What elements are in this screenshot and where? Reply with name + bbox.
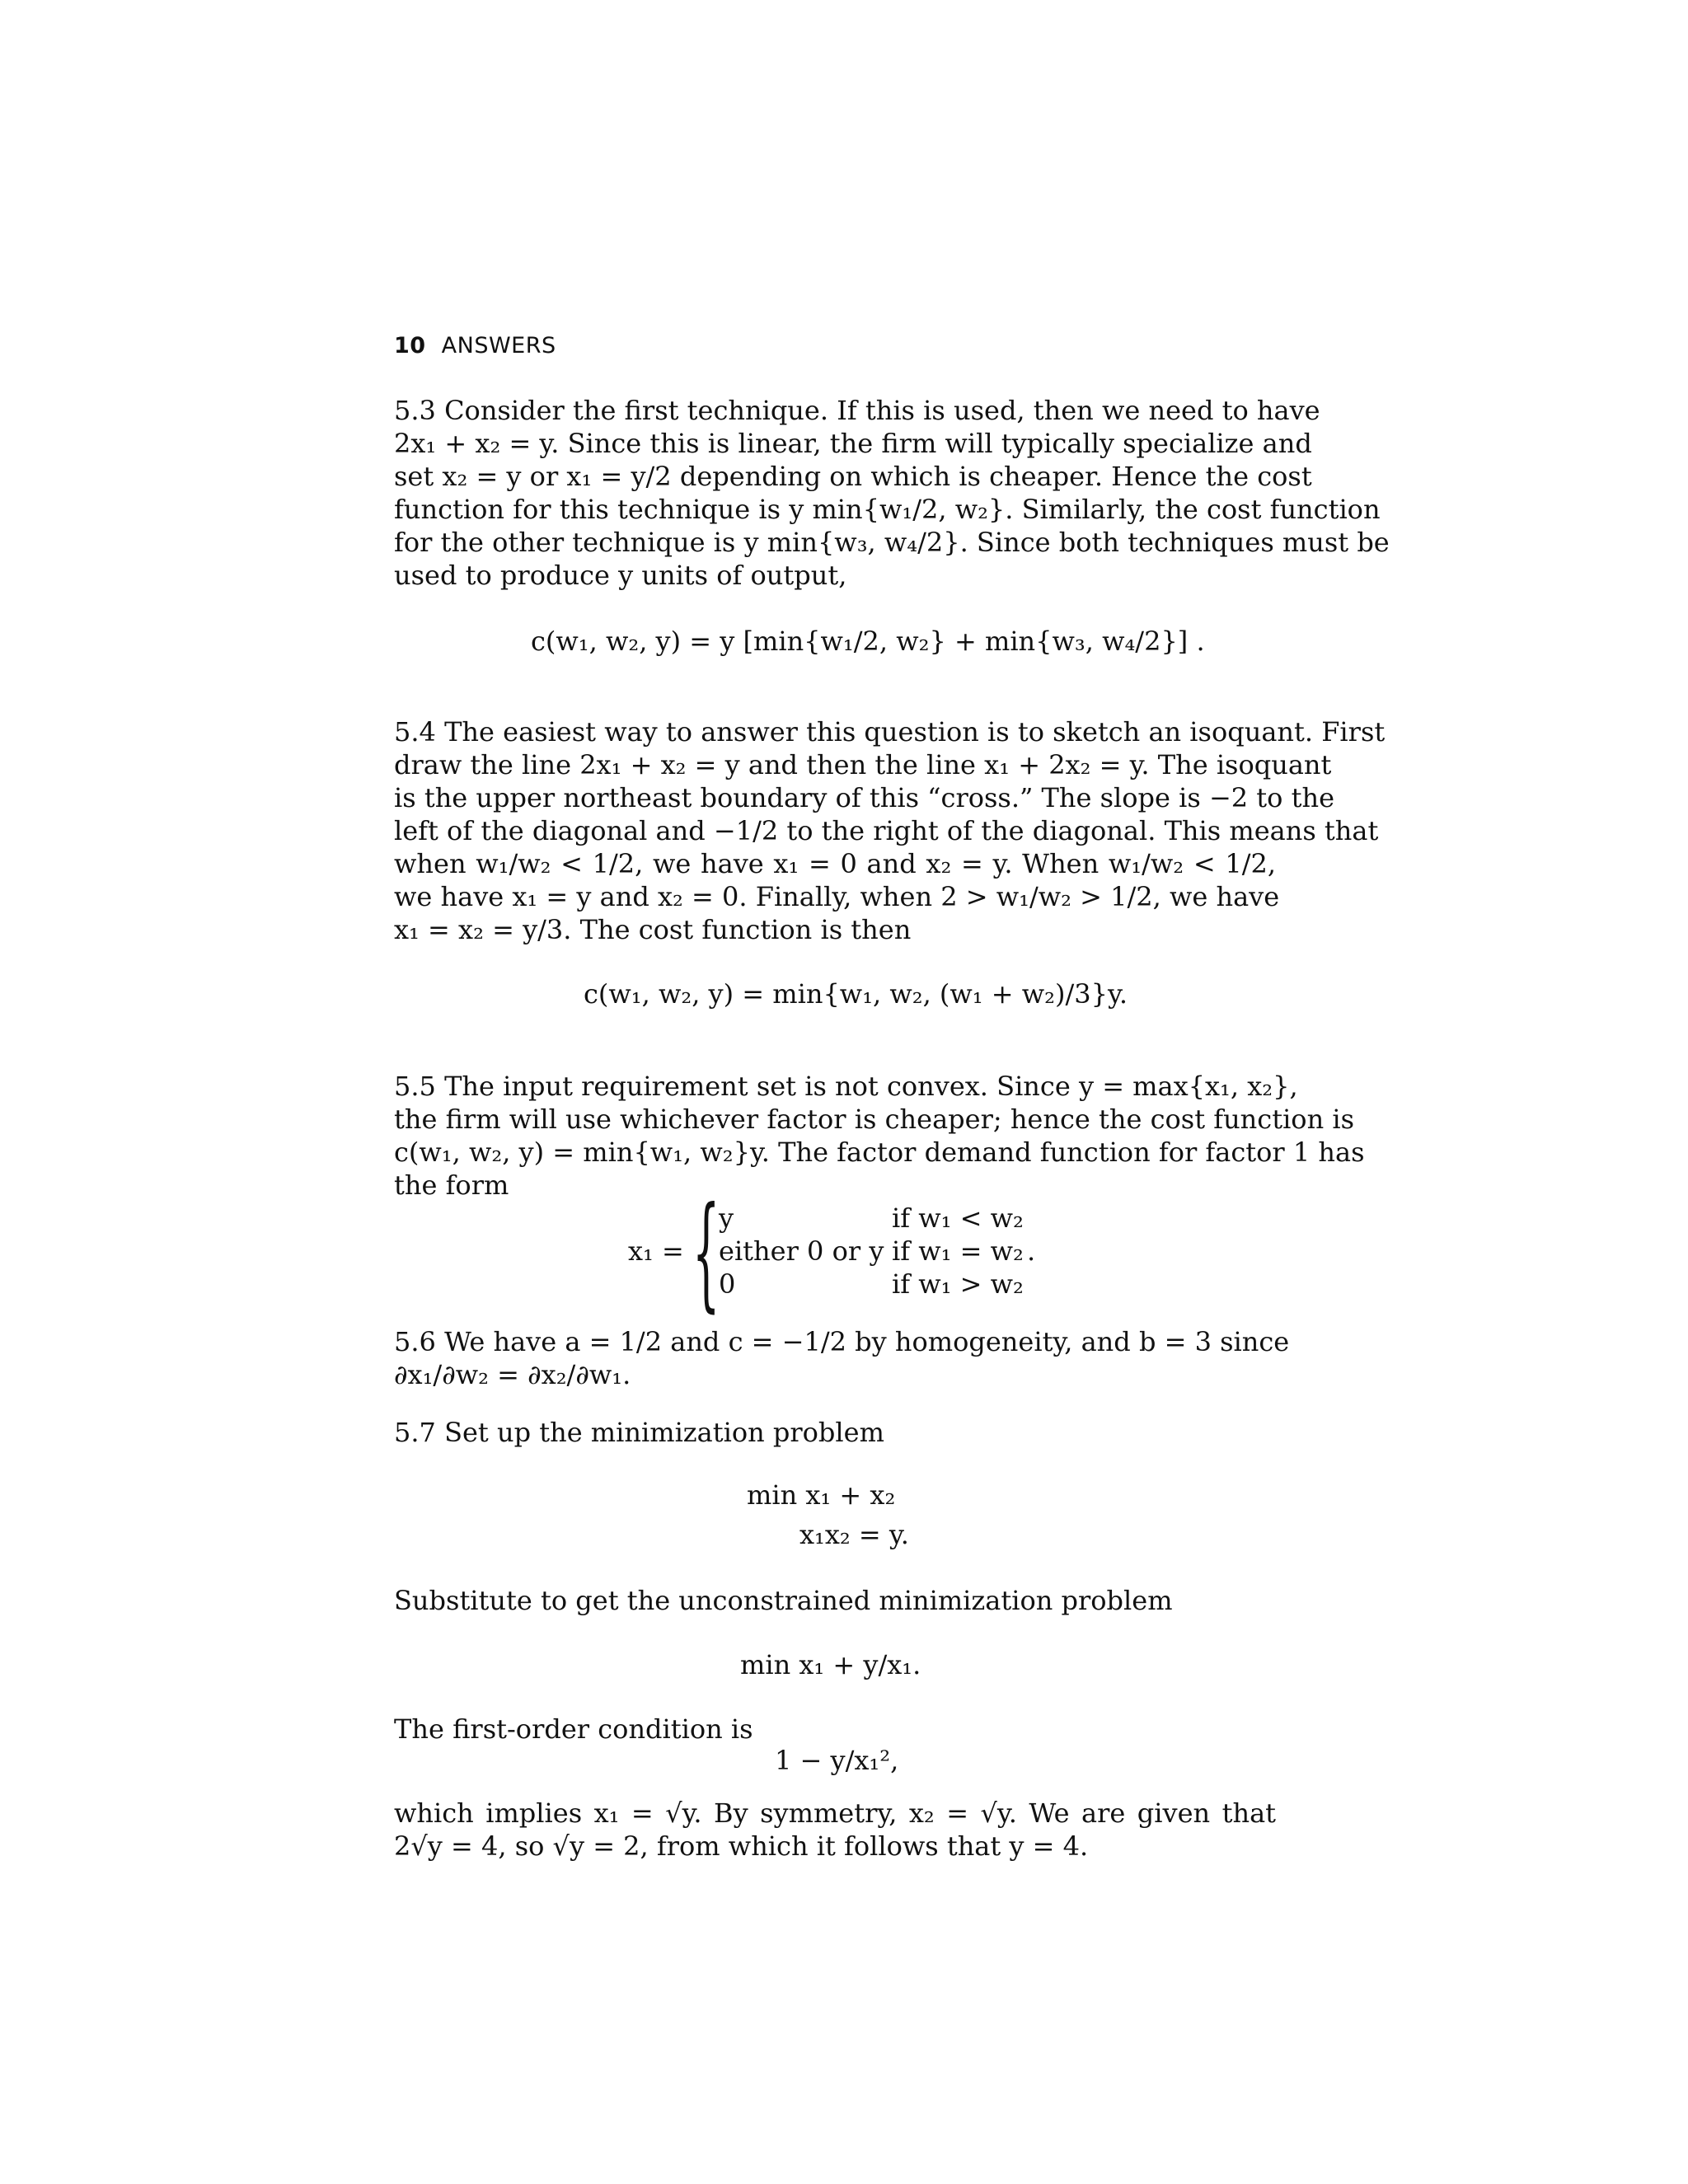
answer-5-4: [394, 715, 1386, 946]
case-value: y: [719, 1202, 734, 1234]
text-line: when w₁/w₂ < 1/2, we have x₁ = 0 and x₂ = y. When w₁/w₂ < 1/2,: [394, 848, 1276, 879]
answer-5-3: [394, 394, 1390, 592]
text-line: 5.4 The easiest way to answer this question is to sketch an isoquant. First: [394, 716, 1386, 748]
text-line: 2x₁ + x₂ = y. Since this is linear, the firm will typically specialize and: [394, 428, 1312, 459]
page-header: [394, 333, 556, 359]
text-line: is the upper northeast boundary of this “cross.” The slope is −2 to the: [394, 782, 1334, 813]
answer-5-6: [394, 1325, 1290, 1391]
text-line: used to produce y units of output,: [394, 560, 847, 591]
minimization-objective: min x₁ + x₂: [747, 1479, 896, 1511]
text-line: 5.3 Consider the first technique. If this is used, then we need to have: [394, 395, 1320, 426]
text-line: for the other technique is y min{w₃, w₄/2}. Since both techniques must be: [394, 527, 1390, 558]
substitute-text: [394, 1584, 1276, 1617]
minimization-constraint: x₁x₂ = y.: [799, 1519, 909, 1550]
equation-5-3: c(w₁, w₂, y) = y [min{w₁/2, w₂} + min{w₃, w₄/2}] .: [531, 626, 1205, 657]
unconstrained-problem: min x₁ + y/x₁.: [740, 1649, 921, 1680]
text-line: The first-order condition is: [394, 1713, 753, 1745]
text-line: ∂x₁/∂w₂ = ∂x₂/∂w₁.: [394, 1359, 631, 1390]
left-brace-icon: {: [692, 1181, 720, 1324]
text-line: draw the line 2x₁ + x₂ = y and then the line x₁ + 2x₂ = y. The isoquant: [394, 749, 1332, 780]
case-condition: if w₁ = w₂: [892, 1235, 1024, 1267]
text-line: function for this technique is y min{w₁/2, w₂}. Similarly, the cost function: [394, 494, 1381, 525]
answer-5-5: [394, 1070, 1365, 1202]
text-line: Substitute to get the unconstrained minimization problem: [394, 1585, 1173, 1616]
text-line: the firm will use whichever factor is cheaper; hence the cost function is: [394, 1104, 1354, 1135]
answer-5-7-intro: [394, 1416, 1276, 1449]
foc-intro: [394, 1713, 1276, 1746]
text-line: 5.7 Set up the minimization problem: [394, 1417, 884, 1448]
text-line: left of the diagonal and −1/2 to the right of the diagonal. This means that: [394, 815, 1379, 846]
piecewise-period: .: [1027, 1235, 1036, 1267]
first-order-condition: 1 − y/x₁²,: [775, 1745, 899, 1776]
equation-5-4: c(w₁, w₂, y) = min{w₁, w₂, (w₁ + w₂)/3}y.: [584, 978, 1128, 1010]
conclusion: [394, 1797, 1276, 1863]
case-condition: if w₁ > w₂: [892, 1268, 1024, 1300]
case-condition: if w₁ < w₂: [892, 1202, 1024, 1234]
case-value: 0: [719, 1268, 736, 1300]
section-title: ANSWERS: [441, 333, 556, 359]
case-value: either 0 or y: [719, 1235, 884, 1267]
text-line: 2√y = 4, so √y = 2, from which it follows that y = 4.: [394, 1830, 1089, 1862]
piecewise-lhs: x₁ =: [628, 1235, 684, 1267]
text-line: set x₂ = y or x₁ = y/2 depending on which is cheaper. Hence the cost: [394, 461, 1312, 492]
page-number: 10: [394, 333, 426, 359]
text-line: x₁ = x₂ = y/3. The cost function is then: [394, 914, 912, 945]
text-line: 5.6 We have a = 1/2 and c = −1/2 by homogeneity, and b = 3 since: [394, 1326, 1290, 1357]
text-line: c(w₁, w₂, y) = min{w₁, w₂}y. The factor demand function for factor 1 has: [394, 1137, 1365, 1168]
text-line: 5.5 The input requirement set is not convex. Since y = max{x₁, x₂},: [394, 1071, 1298, 1102]
text-line: the form: [394, 1169, 509, 1201]
text-line: which implies x₁ = √y. By symmetry, x₂ = √y. We are given that: [394, 1797, 1276, 1829]
text-line: we have x₁ = y and x₂ = 0. Finally, when 2 > w₁/w₂ > 1/2, we have: [394, 881, 1280, 912]
